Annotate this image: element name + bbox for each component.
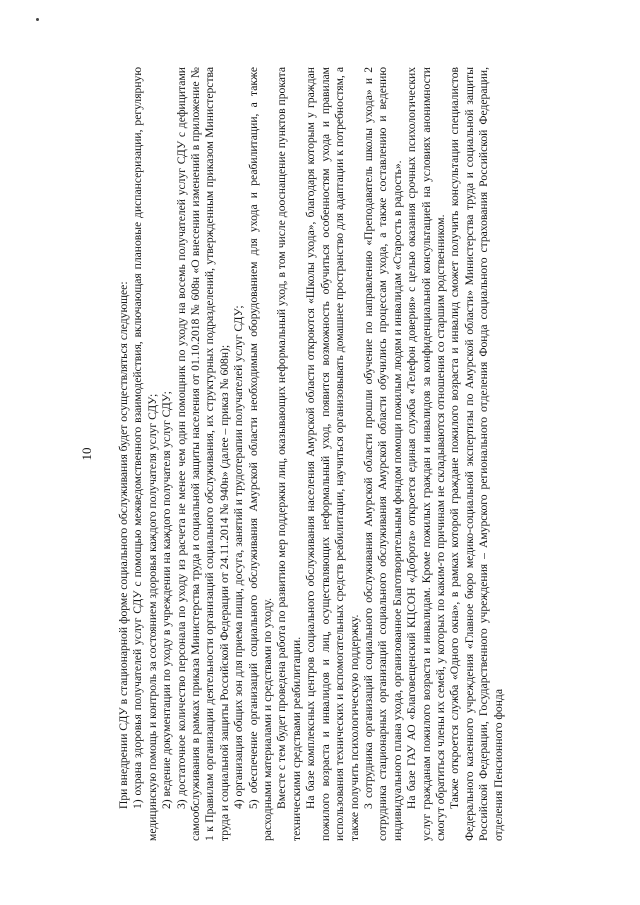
paragraph: 3) достаточное количество персонала по уходу из расчета не менее чем один помощник по уходу на восемь получателей услуг СДУ с дефицитами самообслуживания в рамках приказа Министерства труда и социальной защиты населения от 01.10.2018 № 608н «О внесении изменений в приложение № 1 к Правилам организации деятельности организаций социального обслуживания, их структурных подразделений, утвержденным приказом Министерства труда и социальной защиты Российской Федерации от 24.11.2014 № 940н» (далее – приказ № 608н); [174, 67, 231, 841]
paragraph: 2) ведение документации по уходу в учреждении на каждого получателя услуг СДУ; [160, 391, 174, 809]
document-text [117, 67, 506, 841]
paragraph: Также откроется служба «Одного окна», в рамках которой граждане пожилого возраста и инвалид сможет получить консультации специалистов Федерального казенного учреждения «Главное бюро медико-социальной экспертизы по Амурской области» Министерства труда и социальной защиты Российской Федерации, Государственного учреждения – Амурского регионального отделения Фонда социального страхования Российской Федерации, отделения Пенсионного фонда [448, 67, 505, 841]
page-number: 10 [79, 447, 94, 461]
paragraph: 4) организация общих зон для приема пищи, досуга, занятий и трудотерапии получателей услуг СДУ; [232, 305, 246, 809]
paragraph: При внедрении СДУ в стационарной форме социального обслуживания будет осуществляться следующее: [117, 281, 130, 809]
paragraph: 1) охрана здоровья получателей услуг СДУ с помощью межведомственного взаимодействия, включающая плановые диспансеризации, регулярную медицинскую помощь и контроль за состоянием здоровья каждого получателя услуг СДУ; [131, 67, 159, 841]
paragraph: Вместе с тем будет проведена работа по развитию мер поддержки лиц, оказывающих неформальный уход, в том числе дооснащение пунктов проката техническими средствами реабилитации. [275, 67, 303, 841]
paragraph: 5) обеспечение организаций социального обслуживания Амурской области необходимым оборудованием для ухода и реабилитации, а также расходными материалами и средствами по уходу. [246, 67, 275, 841]
scan-speck [36, 18, 39, 21]
rotated-document-body [65, 49, 575, 859]
paragraph: На базе ГАУ АО «Благовещенский КЦСОН «Доброта» откроется единая служба «Телефон доверия» с целью оказания срочных психологических услуг гражданам пожилого возраста и инвалидам. Кроме пожилых граждан и инвалидов за конфиденциальной консультацией на условиях анонимности смогут обратиться члены их семей, у которых по каким-то причинам не складываются отношения со старшим родственником. [405, 67, 447, 841]
paragraph: 3 сотрудника организаций социального обслуживания Амурской области прошли обучение по направлению «Преподаватель школы ухода» и 2 сотрудника стационарных организаций социального обслуживания Амурской области обучились процессам ухода, а также составлению и ведению индивидуального плана ухода, организованное Благотворительным фондом помощи пожилым людям и инвалидам «Старость в радость». [361, 67, 404, 841]
paragraph: На базе комплексных центров социального обслуживания населения Амурской области откроются «Школы ухода», благодаря которым у граждан пожилого возраста и инвалидов и лиц, осуществляющих неформальный уход, появится возможность обучиться особенностям ухода и правилам использования технических и вспомогательных средств реабилитации, научиться организовывать домашнее пространство для адаптации к потребностям, а также получить психологическую поддержку. [304, 67, 361, 841]
